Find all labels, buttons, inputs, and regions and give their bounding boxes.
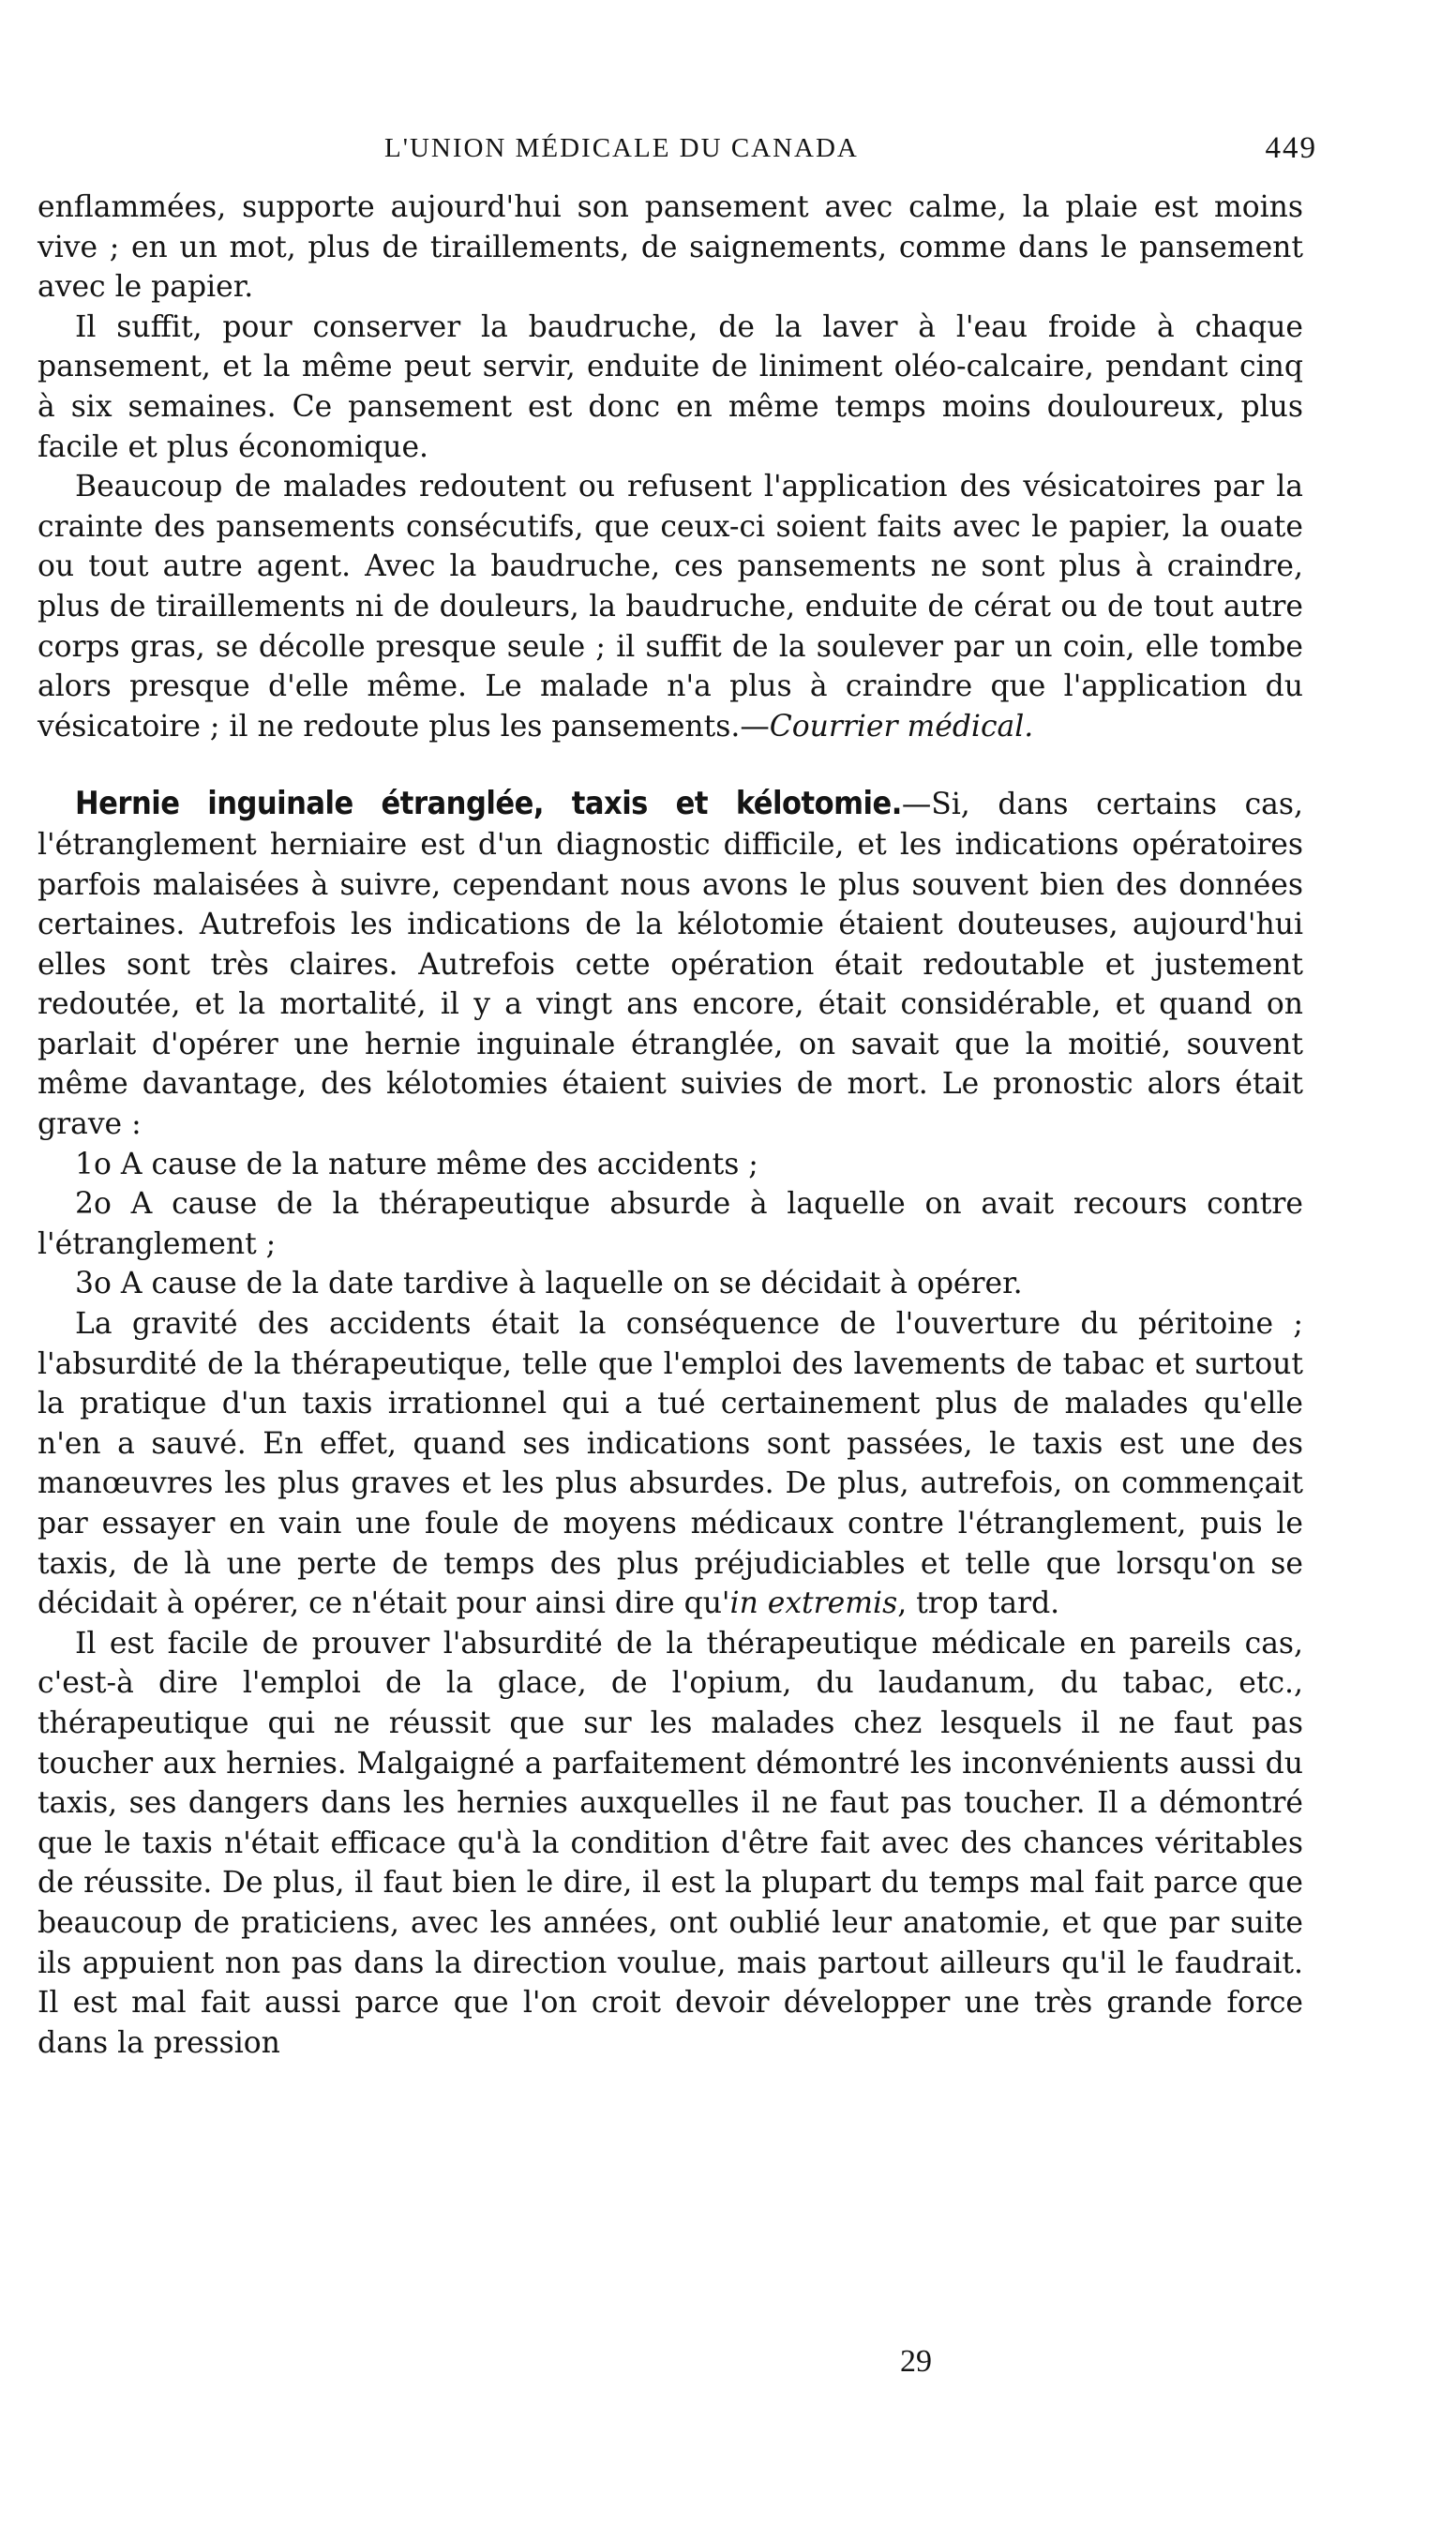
article1-paragraph-3 (38, 467, 1303, 746)
page-number: 449 (1265, 131, 1317, 165)
source-citation: Courrier médical. (769, 709, 1034, 744)
article1-paragraph-3-text: Beaucoup de malades redoutent ou refusent l'application des vésicatoires par la crainte des pansements consécutifs, que ceux-ci soient faits avec le papier, la ouate ou tout autre agent. Avec la baudruche, ces pansements ne sont plus à craindre, plus de tiraillements ni de douleurs, la baudruche, enduite de cérat ou de tout autre corps gras, se décolle presque seule ; il suffit de la soulever par un coin, elle tombe alors presque d'elle même. Le malade n'a plus à craindre que l'application du vésicatoire ; il ne redoute plus les pansements.— (38, 470, 1303, 744)
article2-paragraph-2 (38, 1304, 1303, 1624)
article2-paragraph-1 (38, 784, 1303, 1144)
article2-paragraph-1-text: —Si, dans certains cas, l'étranglement herniaire est d'un diagnostic difficile, et les indications opératoires parfois malaisées à suivre, cependant nous avons le plus souvent bien des données certaines. Autrefois les indications de la kélotomie étaient douteuses, aujourd'hui elles sont très claires. Autrefois cette opération était redoutable et justement redoutée, et la mortalité, il y a vingt ans encore, était considérable, et quand on parlait d'opérer une hernie inguinale étranglée, on savait que la moitié, souvent même davantage, des kélotomies étaient suivies de mort. Le pronostic alors était grave : (38, 788, 1303, 1142)
article2-paragraph-2-end: , trop tard. (897, 1586, 1060, 1621)
running-header (38, 122, 1317, 178)
article-body (38, 188, 1303, 2063)
article1-paragraph-1: enflammées, supporte aujourd'hui son pansement avec calme, la plaie est moins vive ; en un mot, plus de tiraillements, de saignements, comme dans le pansement avec le papier. (38, 190, 1303, 305)
article1-paragraph-2: Il suffit, pour conserver la baudruche, de la laver à l'eau froide à chaque pansement, et la même peut servir, enduite de liniment oléo-calcaire, pendant cinq à six semaines. Ce pansement est donc en même temps moins douloureux, plus facile et plus économique. (38, 309, 1303, 464)
section-divider (38, 746, 1303, 784)
list-item-3: 3o A cause de la date tardive à laquelle on se décidait à opérer. (75, 1267, 1023, 1301)
document-page (38, 122, 1317, 2063)
article2-paragraph-3: Il est facile de prouver l'absurdité de la thérapeutique médicale en pareils cas, c'est-à dire l'emploi de la glace, de l'opium, du laudanum, du tabac, etc., thérapeutique qui ne réussit que sur les malades chez lesquels il ne faut pas toucher aux hernies. Malgaigné a parfaitement démontré les inconvénients aussi du taxis, ses dangers dans les hernies auxquelles il ne faut pas toucher. Il a démontré que le taxis n'était efficace qu'à la condition d'être fait avec des chances véritables de réussite. De plus, il faut bien le dire, il est la plupart du temps mal fait parce que beaucoup de praticiens, avec les années, ont oublié leur anatomie, et que par suite ils appuient non pas dans la direction voulue, mais partout ailleurs qu'il le faudrait. Il est mal fait aussi parce que l'on croit devoir développer une très grande force dans la pression (38, 1626, 1303, 2060)
list-item-1: 1o A cause de la nature même des accidents ; (75, 1147, 758, 1181)
list-item-2: 2o A cause de la thérapeutique absurde à laquelle on avait recours contre l'étranglement ; (38, 1187, 1303, 1261)
article2-paragraph-2-text: La gravité des accidents était la conséquence de l'ouverture du péritoine ; l'absurdité de la thérapeutique, telle que l'emploi des lavements de tabac et surtout la pratique d'un taxis irrationnel qui a tué certainement plus de malades qu'elle n'en a sauvé. En effet, quand ses indications sont passées, le taxis est une des manœuvres les plus graves et les plus absurdes. De plus, autrefois, on commençait par essayer en vain une foule de moyens médicaux contre l'étranglement, puis le taxis, de là une perte de temps des plus préjudiciables et telle que lorsqu'on se décidait à opérer, ce n'était pour ainsi dire qu' (38, 1307, 1303, 1621)
journal-title: L'UNION MÉDICALE DU CANADA (384, 133, 859, 163)
article-heading: Hernie inguinale étranglée, taxis et kélotomie. (75, 785, 902, 823)
signature-mark: 29 (900, 2344, 932, 2379)
latin-phrase: in extremis (729, 1586, 898, 1621)
